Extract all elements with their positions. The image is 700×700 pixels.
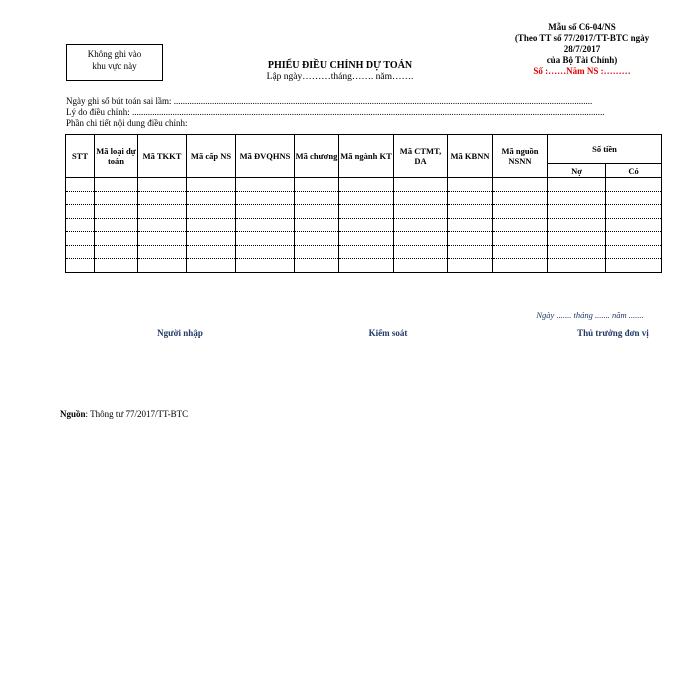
table-row xyxy=(66,205,662,219)
reason-field: Lý do điều chỉnh: .................................................................................................................................................................................................................. xyxy=(66,107,605,117)
table-cell xyxy=(394,218,448,232)
form-code-line2: (Theo TT số 77/2017/TT-BTC ngày xyxy=(514,33,650,43)
header-nguon: Mã nguồn NSNN xyxy=(493,135,548,178)
table-cell xyxy=(138,191,187,205)
table-cell xyxy=(295,218,339,232)
table-cell xyxy=(339,178,394,192)
table-cell xyxy=(548,205,606,219)
header-tkkt: Mã TKKT xyxy=(138,135,187,178)
table-cell xyxy=(339,259,394,273)
header-nganh: Mã ngành KT xyxy=(339,135,394,178)
table-cell xyxy=(138,218,187,232)
signature-date-line: Ngày ....... tháng ....... năm ....... xyxy=(536,310,644,320)
table-cell xyxy=(394,205,448,219)
table-cell xyxy=(95,259,138,273)
source-label: Nguồn xyxy=(60,409,86,419)
table-cell xyxy=(295,205,339,219)
form-code-line3: 28/7/2017 xyxy=(563,44,601,54)
table-cell xyxy=(138,178,187,192)
details-label: Phần chi tiết nội dung điều chỉnh: xyxy=(66,118,188,128)
document-date-line: Lập ngày………tháng……. năm……. xyxy=(266,72,414,82)
table-cell xyxy=(95,191,138,205)
header-ma-loai: Mã loại dự toán xyxy=(95,135,138,178)
table-cell xyxy=(66,218,95,232)
form-code-line1: Mẫu số C6-04/NS xyxy=(548,22,616,32)
table-cell xyxy=(339,232,394,246)
adjustment-table xyxy=(65,134,662,273)
error-date-field: Ngày ghi sổ bút toán sai lầm: .......................................................................................................................................................................................... xyxy=(66,96,593,106)
table-cell xyxy=(548,245,606,259)
source-text: : Thông tư 77/2017/TT-BTC xyxy=(85,409,189,419)
table-cell xyxy=(548,178,606,192)
table-row xyxy=(66,245,662,259)
table-cell xyxy=(606,178,662,192)
table-body xyxy=(66,178,662,273)
table-cell xyxy=(606,232,662,246)
header-stt: STT xyxy=(66,135,95,178)
table-cell xyxy=(606,245,662,259)
table-cell xyxy=(187,232,236,246)
table-cell xyxy=(448,245,493,259)
signature-entry: Người nhập xyxy=(157,328,203,338)
header-chuong: Mã chương xyxy=(295,135,339,178)
table-cell xyxy=(339,218,394,232)
table-cell xyxy=(95,245,138,259)
table-cell xyxy=(66,178,95,192)
table-cell xyxy=(493,191,548,205)
table-cell xyxy=(339,191,394,205)
table-cell xyxy=(95,178,138,192)
header-dvqhns: Mã ĐVQHNS xyxy=(236,135,295,178)
table-cell xyxy=(295,191,339,205)
table-row xyxy=(66,178,662,192)
restricted-area-box xyxy=(66,44,163,81)
source-note xyxy=(60,409,188,419)
table-cell xyxy=(493,205,548,219)
table-cell xyxy=(394,191,448,205)
restricted-area-line1: Không ghi vào xyxy=(87,49,142,59)
table-cell xyxy=(493,245,548,259)
document-title: PHIẾU ĐIỀU CHỈNH DỰ TOÁN xyxy=(267,60,413,71)
table-cell xyxy=(606,218,662,232)
table-cell xyxy=(493,178,548,192)
table-cell xyxy=(606,259,662,273)
table-cell xyxy=(138,232,187,246)
table-cell xyxy=(95,218,138,232)
table-row xyxy=(66,218,662,232)
table-cell xyxy=(95,232,138,246)
table-cell xyxy=(187,205,236,219)
table-cell xyxy=(236,245,295,259)
table-cell xyxy=(448,178,493,192)
table-cell xyxy=(95,205,138,219)
signature-control: Kiểm soát xyxy=(368,328,408,338)
table-cell xyxy=(138,245,187,259)
table-cell xyxy=(493,232,548,246)
table-cell xyxy=(66,259,95,273)
table-cell xyxy=(236,205,295,219)
table-cell xyxy=(295,259,339,273)
table-cell xyxy=(394,245,448,259)
table-cell xyxy=(606,191,662,205)
table-cell xyxy=(493,259,548,273)
table-cell xyxy=(236,232,295,246)
table-cell xyxy=(66,191,95,205)
table-cell xyxy=(339,205,394,219)
table-cell xyxy=(394,259,448,273)
table-cell xyxy=(448,259,493,273)
header-ctmt: Mã CTMT, DA xyxy=(394,135,448,178)
table-cell xyxy=(295,232,339,246)
table-cell xyxy=(448,218,493,232)
table-row xyxy=(66,232,662,246)
table-cell xyxy=(187,191,236,205)
table-cell xyxy=(548,232,606,246)
form-number-line: Số :……Năm NS :……… xyxy=(533,66,631,76)
table-cell xyxy=(295,178,339,192)
table-cell xyxy=(187,178,236,192)
header-no: Nợ xyxy=(548,164,606,178)
header-so-tien: Số tiền xyxy=(548,135,662,164)
table-cell xyxy=(236,191,295,205)
table-cell xyxy=(236,218,295,232)
table-cell xyxy=(339,245,394,259)
table-cell xyxy=(187,218,236,232)
table-cell xyxy=(548,218,606,232)
table-cell xyxy=(606,205,662,219)
form-code-line4: của Bộ Tài Chính) xyxy=(546,55,618,65)
table-cell xyxy=(295,245,339,259)
table-cell xyxy=(548,191,606,205)
table-cell xyxy=(187,245,236,259)
header-kbnn: Mã KBNN xyxy=(448,135,493,178)
form-code-block xyxy=(487,22,677,77)
table-cell xyxy=(448,232,493,246)
header-ma-cap: Mã cấp NS xyxy=(187,135,236,178)
header-co: Có xyxy=(606,164,662,178)
table-cell xyxy=(548,259,606,273)
table-row xyxy=(66,191,662,205)
table-cell xyxy=(493,218,548,232)
table-cell xyxy=(448,205,493,219)
table-cell xyxy=(394,178,448,192)
table-cell xyxy=(236,178,295,192)
table-cell xyxy=(448,191,493,205)
table-cell xyxy=(138,205,187,219)
table-row xyxy=(66,259,662,273)
table-cell xyxy=(138,259,187,273)
table-cell xyxy=(187,259,236,273)
restricted-area-line2: khu vực này xyxy=(92,61,137,71)
table-cell xyxy=(66,232,95,246)
table-cell xyxy=(394,232,448,246)
table-cell xyxy=(236,259,295,273)
signature-head: Thủ trưởng đơn vị xyxy=(577,328,649,338)
table-cell xyxy=(66,245,95,259)
table-cell xyxy=(66,205,95,219)
